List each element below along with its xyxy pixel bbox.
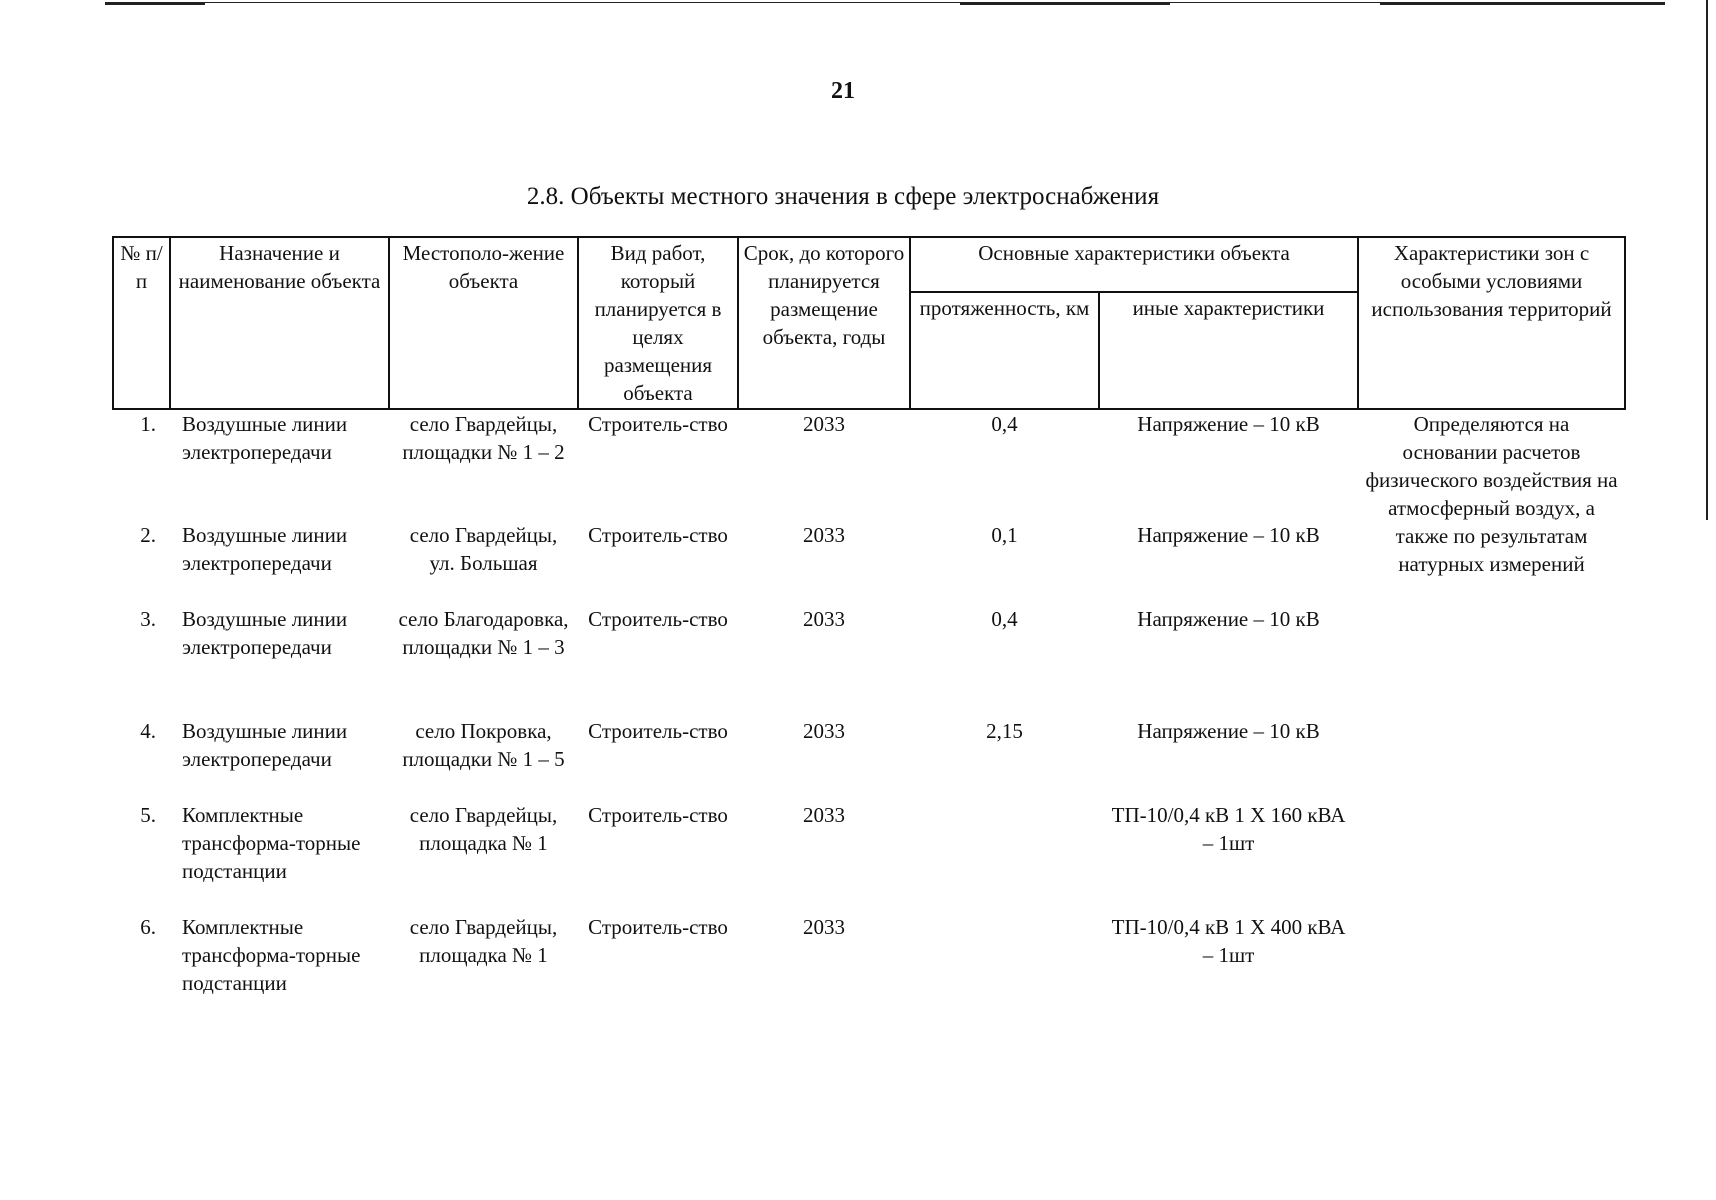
row-location: село Гвардейцы, площадка № 1	[409, 803, 558, 855]
row-length	[910, 913, 1099, 1025]
scan-edge-line	[1380, 3, 1665, 5]
row-other: Напряжение – 10 кВ	[1137, 412, 1320, 436]
row-num: 1.	[140, 412, 156, 436]
header-length: протяженность, км	[910, 292, 1099, 409]
table-row	[113, 409, 1625, 521]
header-main-characteristics: Основные характеристики объекта	[910, 237, 1358, 292]
row-work: Строитель-ство	[588, 607, 728, 631]
header-name: Назначение и наименование объекта	[170, 237, 389, 409]
row-work: Строитель-ство	[588, 719, 728, 743]
row-term: 2033	[803, 523, 845, 547]
page-number: 21	[831, 78, 855, 104]
row-term: 2033	[803, 803, 845, 827]
row-location: село Покровка, площадки № 1 – 5	[402, 719, 565, 771]
zones-empty-cell	[1358, 801, 1625, 913]
row-name: Воздушные линии электропередачи	[182, 607, 348, 659]
row-term: 2033	[803, 915, 845, 939]
header-term: Срок, до которого планируется размещение объекта, годы	[738, 237, 910, 409]
row-length: 0,4	[991, 607, 1018, 631]
table-row	[113, 717, 1625, 801]
row-other: ТП-10/0,4 кВ 1 Х 160 кВА – 1шт	[1111, 803, 1346, 855]
row-length: 2,15	[986, 719, 1023, 743]
row-name: Воздушные линии электропередачи	[182, 523, 348, 575]
scan-side-line	[1706, 0, 1708, 520]
row-other: Напряжение – 10 кВ	[1137, 607, 1320, 631]
objects-table	[112, 236, 1626, 1025]
row-work: Строитель-ство	[588, 915, 728, 939]
zones-empty-cell	[1358, 717, 1625, 801]
row-location: село Гвардейцы, площадка № 1	[409, 915, 558, 967]
table-body	[113, 409, 1625, 1025]
section-title: 2.8. Объекты местного значения в сфере электроснабжения	[526, 183, 1160, 210]
table-row	[113, 913, 1625, 1025]
row-term: 2033	[803, 607, 845, 631]
row-term: 2033	[803, 412, 845, 436]
row-num: 4.	[140, 719, 156, 743]
row-name: Воздушные линии электропередачи	[182, 412, 348, 464]
row-num: 5.	[140, 803, 156, 827]
row-num: 2.	[140, 523, 156, 547]
row-location: село Гвардейцы, площадки № 1 – 2	[402, 412, 565, 464]
zones-empty-cell	[1358, 913, 1625, 1025]
zones-note: Определяются на основании расчетов физического воздействия на атмосферный воздух, а также по результатам натурных измерений	[1365, 412, 1618, 576]
row-other: ТП-10/0,4 кВ 1 Х 400 кВА – 1шт	[1111, 915, 1346, 967]
table-row	[113, 801, 1625, 913]
row-other: Напряжение – 10 кВ	[1137, 523, 1320, 547]
row-term: 2033	[803, 719, 845, 743]
table-header	[113, 237, 1625, 409]
row-name: Комплектные трансформа-торные подстанции	[182, 803, 361, 883]
row-work: Строитель-ство	[588, 523, 728, 547]
row-location: село Благодаровка, площадки № 1 – 3	[398, 607, 569, 659]
header-location: Местополо-жение объекта	[389, 237, 578, 409]
scan-edge-line	[960, 3, 1170, 5]
header-other: иные характеристики	[1099, 292, 1358, 409]
row-num: 3.	[140, 607, 156, 631]
row-name: Воздушные линии электропередачи	[182, 719, 348, 771]
row-location: село Гвардейцы, ул. Большая	[409, 523, 558, 575]
row-length	[910, 801, 1099, 913]
row-work: Строитель-ство	[588, 803, 728, 827]
row-work: Строитель-ство	[588, 412, 728, 436]
header-work: Вид работ, который планируется в целях размещения объекта	[578, 237, 738, 409]
header-num: № п/п	[113, 237, 170, 409]
row-other: Напряжение – 10 кВ	[1137, 719, 1320, 743]
row-name: Комплектные трансформа-торные подстанции	[182, 915, 361, 995]
row-num: 6.	[140, 915, 156, 939]
row-length: 0,4	[991, 412, 1018, 436]
scan-edge-line	[105, 3, 205, 5]
row-length: 0,1	[991, 523, 1018, 547]
header-zones: Характеристики зон с особыми условиями использования территорий	[1358, 237, 1625, 409]
